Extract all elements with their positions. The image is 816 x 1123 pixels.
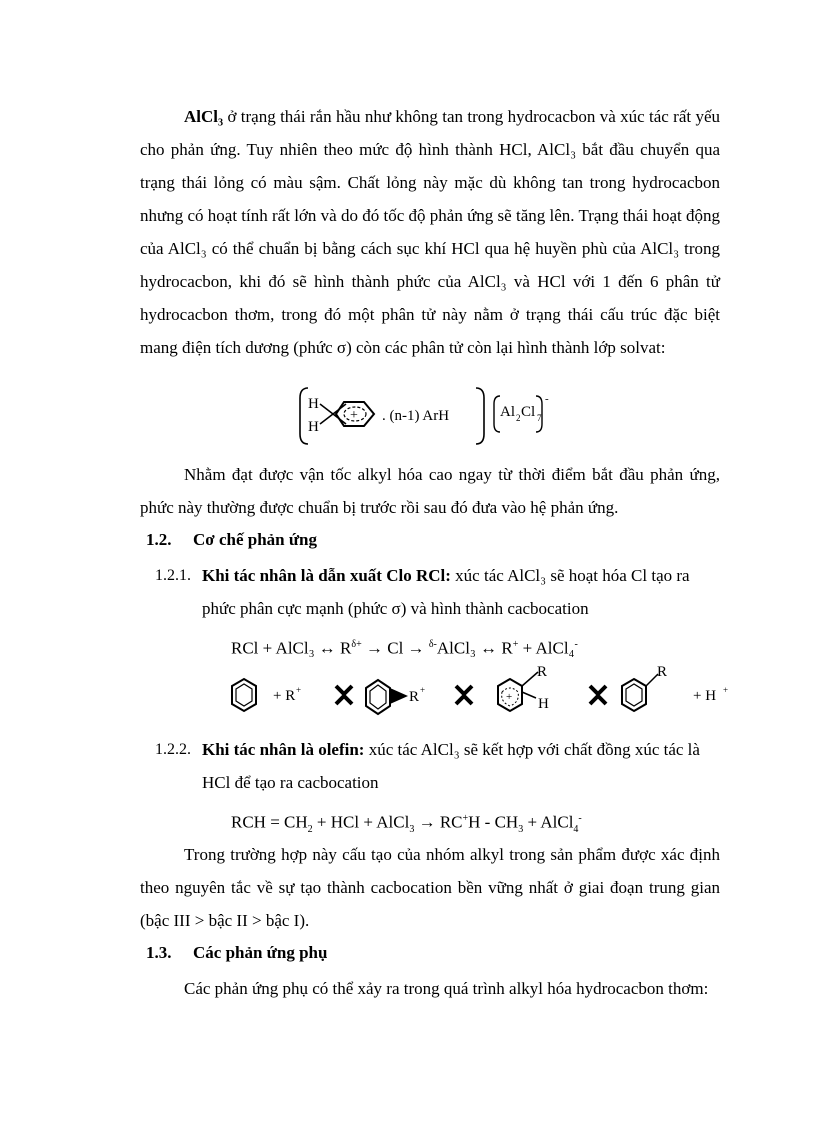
intro-paragraph-text: ở trạng thái rắn hầu như không tan trong hydrocacbon và xúc tác rất yếu cho phản ứng. Tuy nhiên theo mức độ hình thành HCl, AlCl₃ bắt đầu chuyển qua trạng thái lỏng có màu sậm. Chất lỏng này mặc dù không tan trong hydrocacbon nhưng có hoạt tính rất lớn và do đó tốc độ phản ứng sẽ tăng lên. Trạng thái hoạt động của AlCl₃ có thể chuẩn bị bằng cách sục khí HCl qua hệ huyền phù của AlCl₃ trong hydrocacbon, khi đó sẽ hình thành phức của AlCl₃ và HCl với 1 đến 6 phân tử hydrocacbon thơm, trong đó một phân tử này nằm ở trạng thái cấu trúc đặc biệt mang điện tích dương (phức σ) còn các phân tử còn lại hình thành lớp solvat: <box>140 107 720 357</box>
equation-rcl-activation <box>231 634 578 660</box>
sub-1-2-1-text: xúc tác AlCl₃ sẽ hoạt hóa Cl tạo ra <box>450 566 690 585</box>
sigma-r: R <box>537 664 548 680</box>
double-arrow-3 <box>590 686 606 704</box>
eq2-part-b: + HCl + AlCl <box>312 812 410 832</box>
plus-h: + H <box>693 688 717 704</box>
sub-1-2-1-bold: Khi tác nhân là dẫn xuất Clo RCl: <box>202 566 451 585</box>
eq2-part-c: → RC <box>414 812 463 832</box>
anion-charge: - <box>545 393 549 405</box>
left-bracket <box>300 388 308 444</box>
sub-1-2-2-heading <box>202 739 700 761</box>
eq1-sup-b: δ- <box>428 639 437 650</box>
section-1-2-title: Cơ chế phản ứng <box>193 530 318 549</box>
eq2-sup-e: - <box>578 813 582 824</box>
h-bottom: H <box>308 419 319 435</box>
alkylation-mechanism-diagram <box>220 662 740 730</box>
right-bracket <box>476 388 484 444</box>
h-top: H <box>308 396 319 412</box>
anion-cl-sub: 7 <box>537 413 542 423</box>
r-plus: R <box>409 689 420 705</box>
sigma-h: H <box>538 696 549 712</box>
eq1-sup-d: - <box>574 639 578 650</box>
anion-al-sub: 2 <box>516 413 521 423</box>
eq2-part-e: + AlCl <box>523 812 574 832</box>
sigma-complex-formula <box>296 386 556 448</box>
eq2-sup-c: + <box>462 813 469 824</box>
r-plus-sup: + <box>420 685 426 695</box>
eq1-sup-a: δ+ <box>351 639 362 650</box>
plus-h-sup: + <box>723 685 729 695</box>
eq1-sup-c: + <box>512 639 519 650</box>
plus-r: + R <box>273 688 296 704</box>
eq1-part-b: → Cl → <box>361 638 429 658</box>
side-reactions-paragraph: Các phản ứng phụ có thể xảy ra trong quá trình alkyl hóa hydrocacbon thơm: <box>184 979 709 998</box>
eq2-sub-b: 3 <box>409 824 415 836</box>
sub-1-2-1-line2: phức phân cực mạnh (phức σ) và hình thành cacbocation <box>202 599 589 618</box>
carbocation-stability-paragraph: Trong trường hợp này cấu tạo của nhóm alkyl trong sản phẩm được xác định theo nguyên tắc về sự tạo thành cacbocation bền vững nhất ở giai đoạn trung gian (bậc III > bậc II > bậc I). <box>140 845 720 930</box>
product-r: R <box>657 664 668 680</box>
double-arrow-2 <box>456 686 472 704</box>
eq2-sub-d: 3 <box>518 824 524 836</box>
section-1-3-number: 1.3. <box>146 943 172 962</box>
eq2-part-a: RCH = CH <box>231 812 308 832</box>
eq2-part-d: H - CH <box>468 812 519 832</box>
eq1-part-d: + AlCl₄ <box>518 638 575 658</box>
plus-r-sup: + <box>296 685 302 695</box>
sub-1-2-1-number: 1.2.1. <box>155 567 191 584</box>
eq1-part-a: RCl + AlCl₃ ↔ R <box>231 638 352 658</box>
intro-paragraph <box>140 100 720 364</box>
sigma-charge: + <box>506 691 513 703</box>
ring-charge: + <box>350 408 358 423</box>
alcl3-bold: AlCl₃ <box>184 107 224 126</box>
preparation-paragraph: Nhằm đạt được vận tốc alkyl hóa cao ngay từ thời điểm bắt đầu phản ứng, phức này thường được chuẩn bị trước rồi sau đó đưa vào hệ phản ứng. <box>140 465 720 517</box>
eq2-sub-e: 4 <box>573 824 579 836</box>
section-1-2-number: 1.2. <box>146 530 172 549</box>
anion-cl: Cl <box>521 404 536 420</box>
double-arrow-1 <box>336 686 352 704</box>
sub-1-2-2-number: 1.2.2. <box>155 741 191 758</box>
section-1-3-title: Các phản ứng phụ <box>193 943 328 962</box>
eq2-sub-a: 2 <box>307 824 313 836</box>
anion-al: Al <box>500 404 515 420</box>
sub-1-2-2-line2: HCl để tạo ra cacbocation <box>202 773 379 792</box>
eq1-part-c: AlCl₃ ↔ R <box>436 638 513 658</box>
equation-olefin-activation <box>231 808 582 841</box>
sub-1-2-2-bold: Khi tác nhân là olefin: <box>202 740 365 759</box>
sub-1-2-2-text: xúc tác AlCl₃ sẽ kết hợp với chất đồng xúc tác là <box>364 740 700 759</box>
solvate-text: . (n-1) ArH <box>382 408 450 424</box>
sub-1-2-1-heading <box>202 565 690 587</box>
